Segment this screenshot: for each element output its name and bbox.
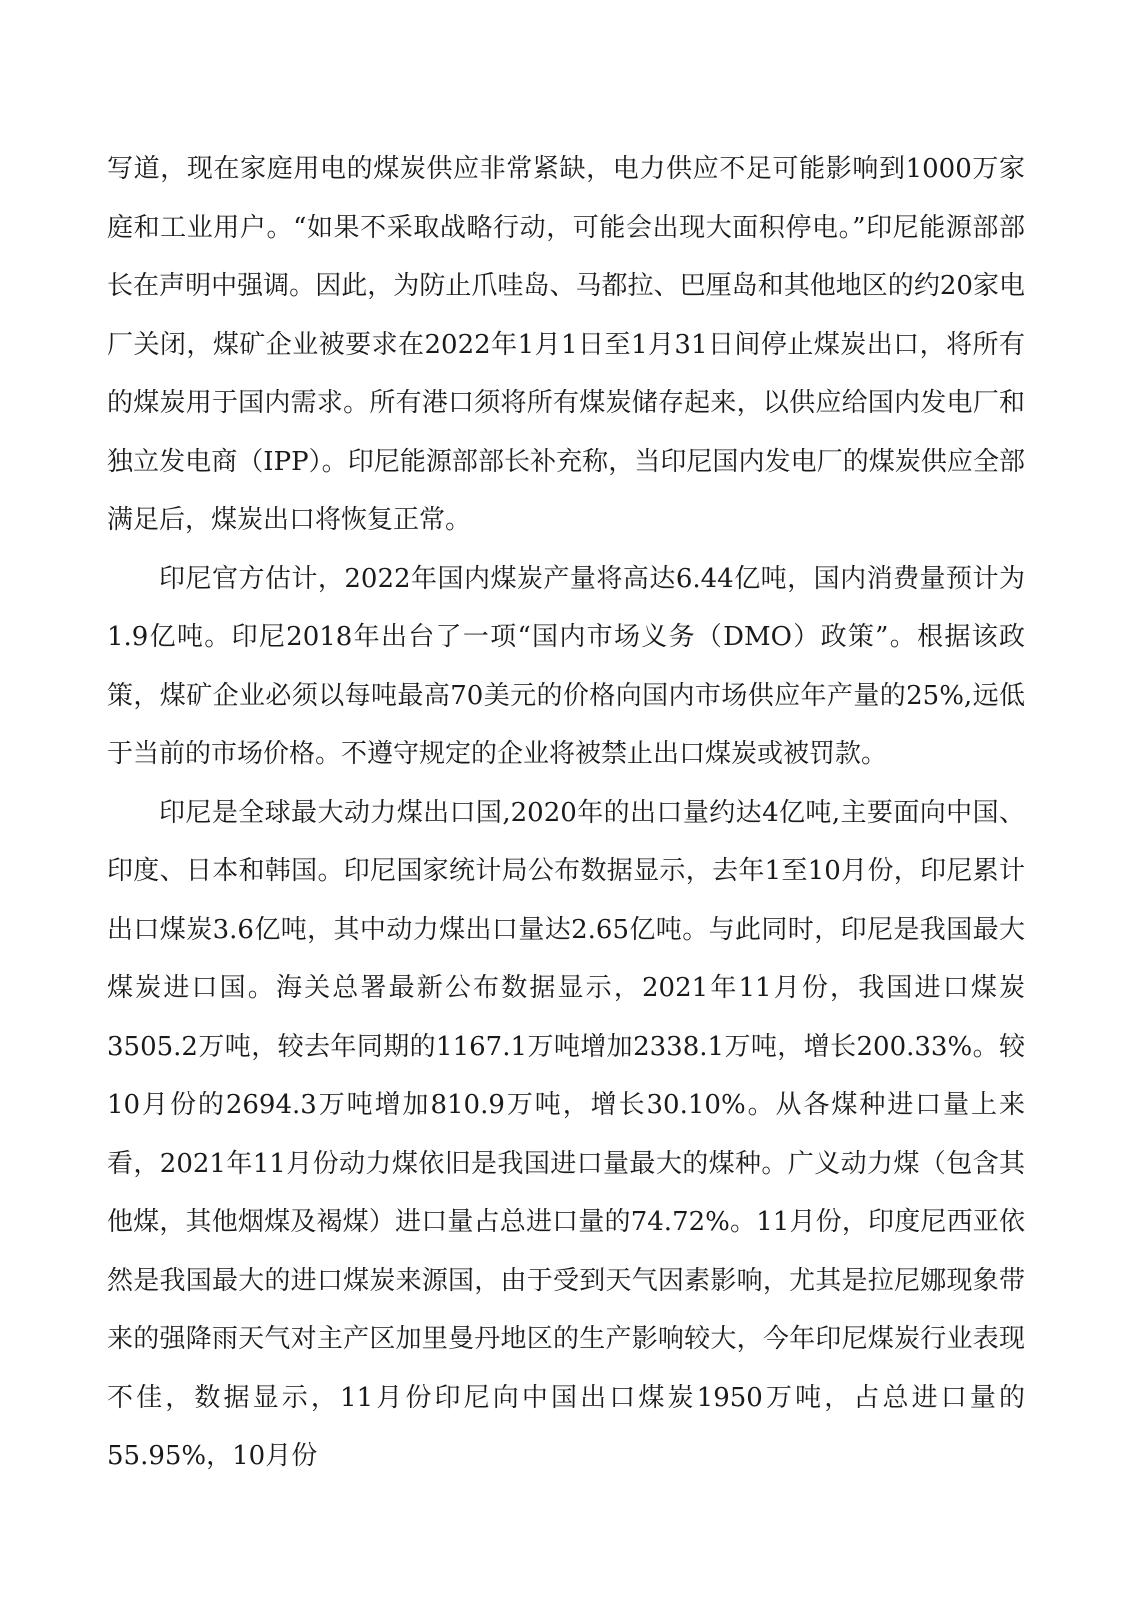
- paragraph-2: 印尼官方估计，2022年国内煤炭产量将高达6.44亿吨，国内消费量预计为1.9亿吨。印尼2018年出台了一项“国内市场义务（DMO）政策”。根据该政策，煤矿企业必须以每吨最高70美元的价格向国内市场供应年产量的25%,远低于当前的市场价格。不遵守规定的企业将被禁止出口煤炭或被罚款。: [107, 563, 1025, 769]
- paragraph-3: 印尼是全球最大动力煤出口国,2020年的出口量约达4亿吨,主要面向中国、印度、日本和韩国。印尼国家统计局公布数据显示，去年1至10月份，印尼累计出口煤炭3.6亿吨，其中动力煤出口量达2.65亿吨。与此同时，印尼是我国最大煤炭进口国。海关总署最新公布数据显示，2021年11月份，我国进口煤炭3505.2万吨，较去年同期的1167.1万吨增加2338.1万吨，增长200.33%。较10月份的2694.3万吨增加810.9万吨，增长30.10%。从各煤种进口量上来看，2021年11月份动力煤依旧是我国进口量最大的煤种。广义动力煤（包含其他煤，其他烟煤及褐煤）进口量占总进口量的74.72%。11月份，印度尼西亚依然是我国最大的进口煤炭来源国，由于受到天气因素影响，尤其是拉尼娜现象带来的强降雨天气对主产区加里曼丹地区的生产影响较大，今年印尼煤炭行业表现不佳，数据显示，11月份印尼向中国出口煤炭1950万吨，占总进口量的55.95%，10月份: [107, 797, 1025, 1471]
- document-body: [107, 140, 1025, 1486]
- paragraph-1: 写道，现在家庭用电的煤炭供应非常紧缺，电力供应不足可能影响到1000万家庭和工业用户。“如果不采取战略行动，可能会出现大面积停电。”印尼能源部部长在声明中强调。因此，为防止爪哇岛、马都拉、巴厘岛和其他地区的约20家电厂关闭，煤矿企业被要求在2022年1月1日至1月31日间停止煤炭出口，将所有的煤炭用于国内需求。所有港口须将所有煤炭储存起来，以供应给国内发电厂和独立发电商（IPP）。印尼能源部部长补充称，当印尼国内发电厂的煤炭供应全部满足后，煤炭出口将恢复正常。: [107, 154, 1025, 535]
